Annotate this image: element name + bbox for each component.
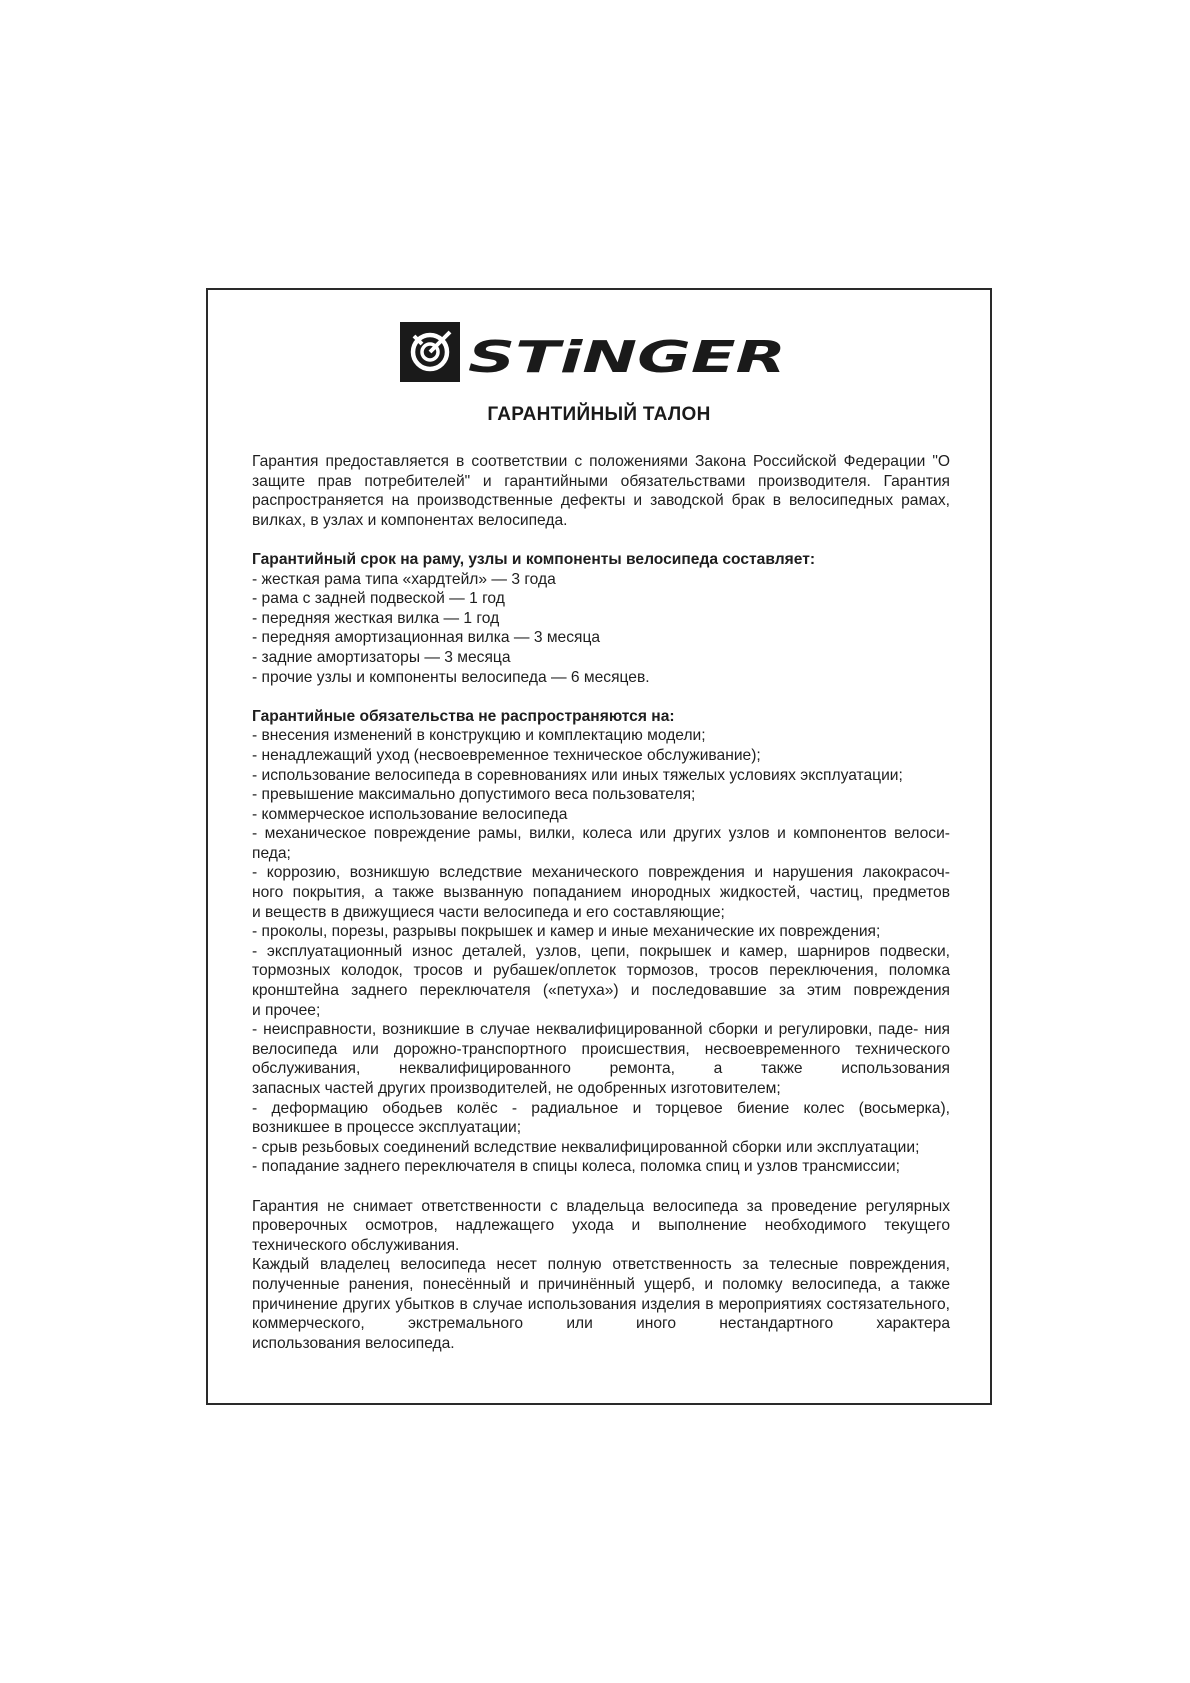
list-item: - попадание заднего переключателя в спицы колеса, поломка спиц и узлов трансмиссии; — [252, 1158, 900, 1176]
warranty-terms-list — [252, 570, 950, 688]
list-item: - ненадлежащий уход (несвоевременное техническое обслуживание); — [252, 746, 761, 764]
list-item: - проколы, порезы, разрывы покрышек и камер и иные механические их повреждения; — [252, 923, 881, 941]
list-item: - использование велосипеда в соревнованиях или иных тяжелых условиях эксплуатации; — [252, 766, 903, 784]
list-item: - коммерческое использование велосипеда — [252, 805, 568, 823]
stinger-logo-graphic — [400, 322, 800, 384]
list-item: - срыв резьбовых соединений вследствие неквалифицированной сборки или эксплуатации; — [252, 1138, 920, 1156]
list-item: - эксплуатационный износ деталей, узлов, цепи, покрышек и камер, шарниров подвески, тормозных колодок, тросов и рубашек/оплеток тормозов, тросов переключения, поломка кронштейна заднего переключателя («петуха») и последовавшие за этим повреждения и прочее; — [252, 942, 950, 1019]
list-item: - передняя амортизационная вилка — 3 месяца — [252, 629, 601, 647]
warranty-terms-heading: Гарантийный срок на раму, узлы и компоненты велосипеда составляет: — [252, 550, 816, 568]
exclusions-heading: Гарантийные обязательства не распространяются на: — [252, 707, 675, 725]
list-item: - рама с задней подвеской — 1 год — [252, 590, 505, 608]
intro-paragraph: Гарантия предоставляется в соответствии с положениями Закона Российской Федерации "О защите прав потребителей" и гарантийными обязательствами производителя. Гарантия распространяется на производственные дефекты и заводской брак в велосипедных рамах, вилках, в узлах и компонентах велосипеда. — [252, 453, 950, 529]
list-item: - неисправности, возникшие в случае неквалифицированной сборки и регулировки, паде- ния велосипеда или дорожно-транспортного происшествия, несвоевременного технического обслуживания, неквалифицированного ремонта, а также использования запасных частей других производителей, не одобренных изготовителем; — [252, 1021, 950, 1097]
stinger-logo — [400, 322, 800, 384]
brand-wordmark: STiNGER — [468, 332, 786, 383]
exclusions-list — [252, 726, 950, 1177]
list-item: - внесения изменений в конструкцию и комплектацию модели; — [252, 727, 706, 745]
warranty-text — [252, 452, 950, 1353]
list-item: - задние амортизаторы — 3 месяца — [252, 648, 511, 666]
closing-paragraph: Каждый владелец велосипеда несет полную ответственность за телесные повреждения, полученные ранения, понесённый и причинённый ущерб, и поломку велосипеда, а также причинение других убытков в случае использования изделия в мероприятиях состязательного, коммерческого, экстремального или иного нестандартного характера использования велосипеда. — [252, 1256, 950, 1352]
list-item: - превышение максимально допустимого веса пользователя; — [252, 786, 696, 804]
list-item: - прочие узлы и компоненты велосипеда — 6 месяцев. — [252, 668, 650, 686]
page-title: ГАРАНТИЙНЫЙ ТАЛОН — [487, 404, 711, 425]
list-item: - коррозию, возникшую вследствие механического повреждения и нарушения лакокрасоч- ного покрытия, а также вызванную попаданием инородных жидкостей, частиц, предметов и веществ в движущиеся части велосипеда и его составляющие; — [252, 864, 950, 921]
list-item: - передняя жесткая вилка — 1 год — [252, 609, 500, 627]
list-item: - жесткая рама типа «хардтейл» — 3 года — [252, 570, 556, 588]
closing-paragraph: Гарантия не снимает ответственности с владельца велосипеда за проведение регулярных проверочных осмотров, надлежащего ухода и выполнение необходимого текущего технического обслуживания. — [252, 1197, 950, 1254]
list-item: - деформацию ободьев колёс - радиальное и торцевое биение колес (восьмерка), возникшее в процессе эксплуатации; — [252, 1099, 950, 1137]
list-item: - механическое повреждение рамы, вилки, колеса или других узлов и компонентов велоси- педа; — [252, 825, 950, 862]
